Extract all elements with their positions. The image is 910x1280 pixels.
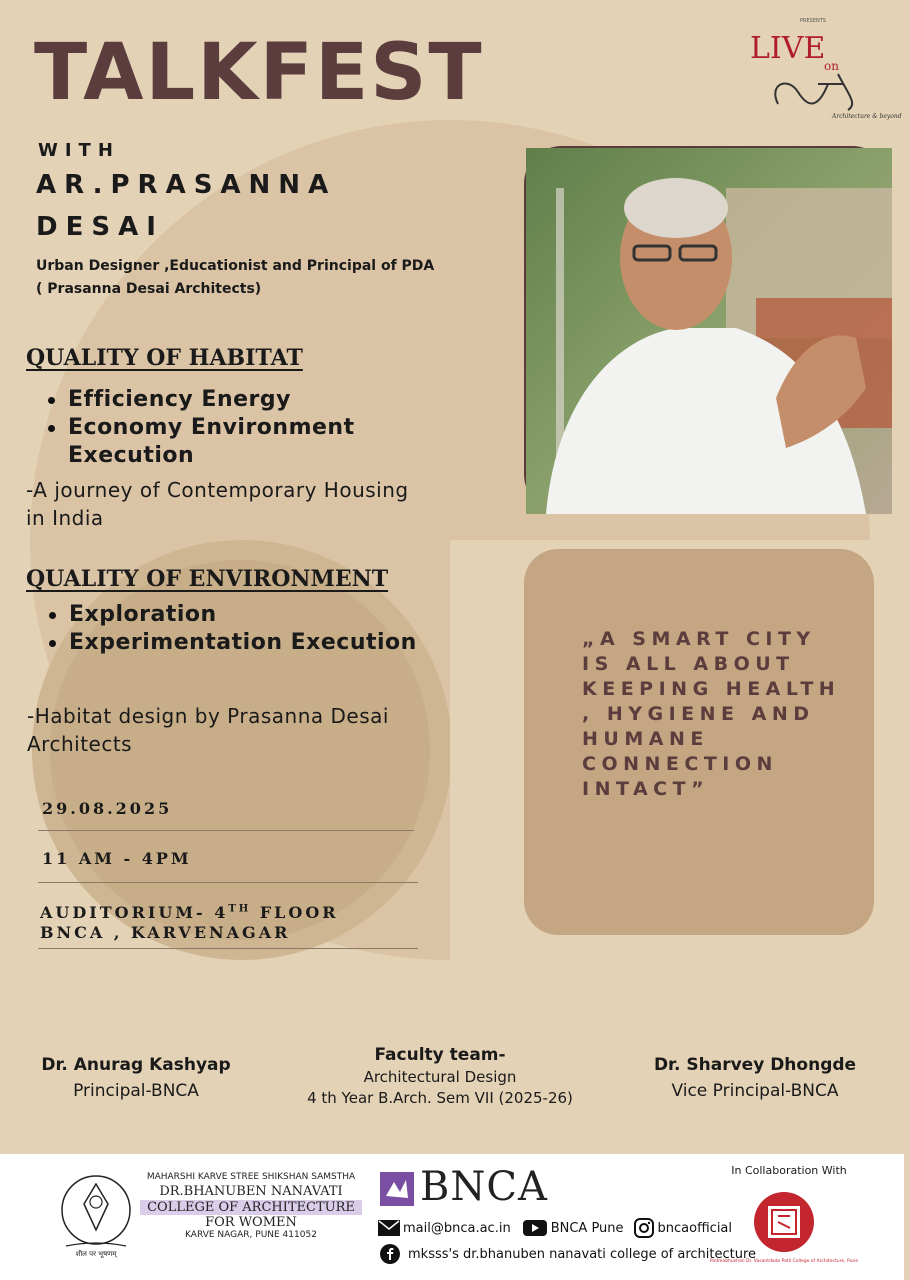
faculty-team-label: Faculty team-	[374, 1045, 506, 1065]
list-item: Exploration	[45, 601, 445, 629]
svg-text:शील पर भूषणम्: शील पर भूषणम्	[75, 1250, 117, 1258]
topic-note-habitat: -A journey of Contemporary Housing in India	[26, 478, 409, 530]
person-vice-principal	[640, 1055, 870, 1101]
email-link[interactable]: mail@bnca.ac.in	[403, 1220, 511, 1236]
svg-text:PRESENTS: PRESENTS	[800, 18, 826, 24]
event-venue	[40, 900, 339, 943]
list-item: Economy Environment Execution	[44, 414, 444, 470]
topic-heading-habitat: QUALITY OF HABITAT	[26, 345, 303, 371]
youtube-link[interactable]: BNCA Pune	[550, 1220, 624, 1236]
instagram-link[interactable]: bncaofficial	[657, 1220, 733, 1236]
youtube-icon	[523, 1220, 547, 1236]
bnca-brand: BNCA	[420, 1164, 548, 1210]
speaker-name-line1: AR.PRASANNA	[36, 170, 337, 200]
facebook-link[interactable]: mksss's dr.bhanuben nanavati college of architecture	[408, 1246, 757, 1262]
faculty-team-line2: 4 th Year B.Arch. Sem VII (2025-26)	[307, 1089, 573, 1107]
facebook-icon	[380, 1244, 400, 1264]
divider	[38, 830, 414, 831]
quote-text: „A SMART CITY IS ALL ABOUT KEEPING HEALTH , HYGIENE AND HUMANE CONNECTION INTACT”	[582, 628, 841, 800]
svg-text:LIVE: LIVE	[750, 31, 826, 66]
with-label: WITH	[38, 140, 120, 161]
person-principal	[26, 1055, 246, 1101]
speaker-photo	[524, 146, 890, 512]
faculty-team	[270, 1045, 610, 1107]
speaker-photo-illustration	[526, 148, 892, 514]
collaboration-logo	[709, 1182, 859, 1274]
institution-emblem	[56, 1170, 136, 1258]
topic-heading-environment: QUALITY OF ENVIRONMENT	[26, 566, 389, 592]
topic-bullets-habitat	[44, 386, 444, 470]
divider	[38, 948, 418, 949]
svg-text:Architecture & beyond: Architecture & beyond	[832, 113, 902, 120]
speaker-role-line1: Urban Designer ,Educationist and Principal of PDA	[36, 258, 435, 274]
contact-row	[378, 1218, 732, 1238]
mail-icon	[378, 1220, 400, 1236]
topic-bullets-environment	[45, 601, 445, 657]
collaboration-label: In Collaboration With	[731, 1164, 847, 1177]
list-item: Efficiency Energy	[44, 386, 444, 414]
svg-text:Padmabhushan Dr. Vasantdada Pa: Padmabhushan Dr. Vasantdada Patil College of Architecture, Pune	[709, 1259, 859, 1264]
contact-row	[380, 1244, 756, 1264]
faculty-team-line1: Architectural Design	[363, 1068, 517, 1086]
venue-line2: BNCA , KARVENAGAR	[40, 923, 291, 943]
institution-name: MAHARSHI KARVE STREE SHIKSHAN SAMSTHA DR.BHANUBEN NANAVATI COLLEGE OF ARCHITECTURE FOR WOMEN KARVE NAGAR, PUNE 411052	[140, 1172, 362, 1240]
event-date: 29.08.2025	[42, 799, 173, 818]
venue-line1: AUDITORIUM- 4TH FLOOR	[40, 903, 339, 923]
person-name: Dr. Sharvey Dhongde	[653, 1055, 857, 1075]
poster-title: TALKFEST	[34, 28, 484, 118]
person-role: Vice Principal-BNCA	[671, 1081, 839, 1101]
person-role: Principal-BNCA	[73, 1081, 199, 1101]
speaker-name-line2: DESAI	[36, 212, 164, 242]
speaker-role-line2: ( Prasanna Desai Architects)	[36, 281, 262, 297]
svg-text:on: on	[824, 59, 839, 73]
instagram-icon	[634, 1218, 654, 1238]
live-on-logo	[748, 14, 904, 124]
list-item: Experimentation Execution	[45, 629, 445, 657]
topic-note-environment: -Habitat design by Prasanna Desai Architects	[27, 704, 389, 756]
bnca-logo-icon	[380, 1172, 414, 1206]
person-name: Dr. Anurag Kashyap	[41, 1055, 231, 1075]
event-time: 11 AM - 4PM	[42, 849, 192, 868]
divider	[38, 882, 418, 883]
